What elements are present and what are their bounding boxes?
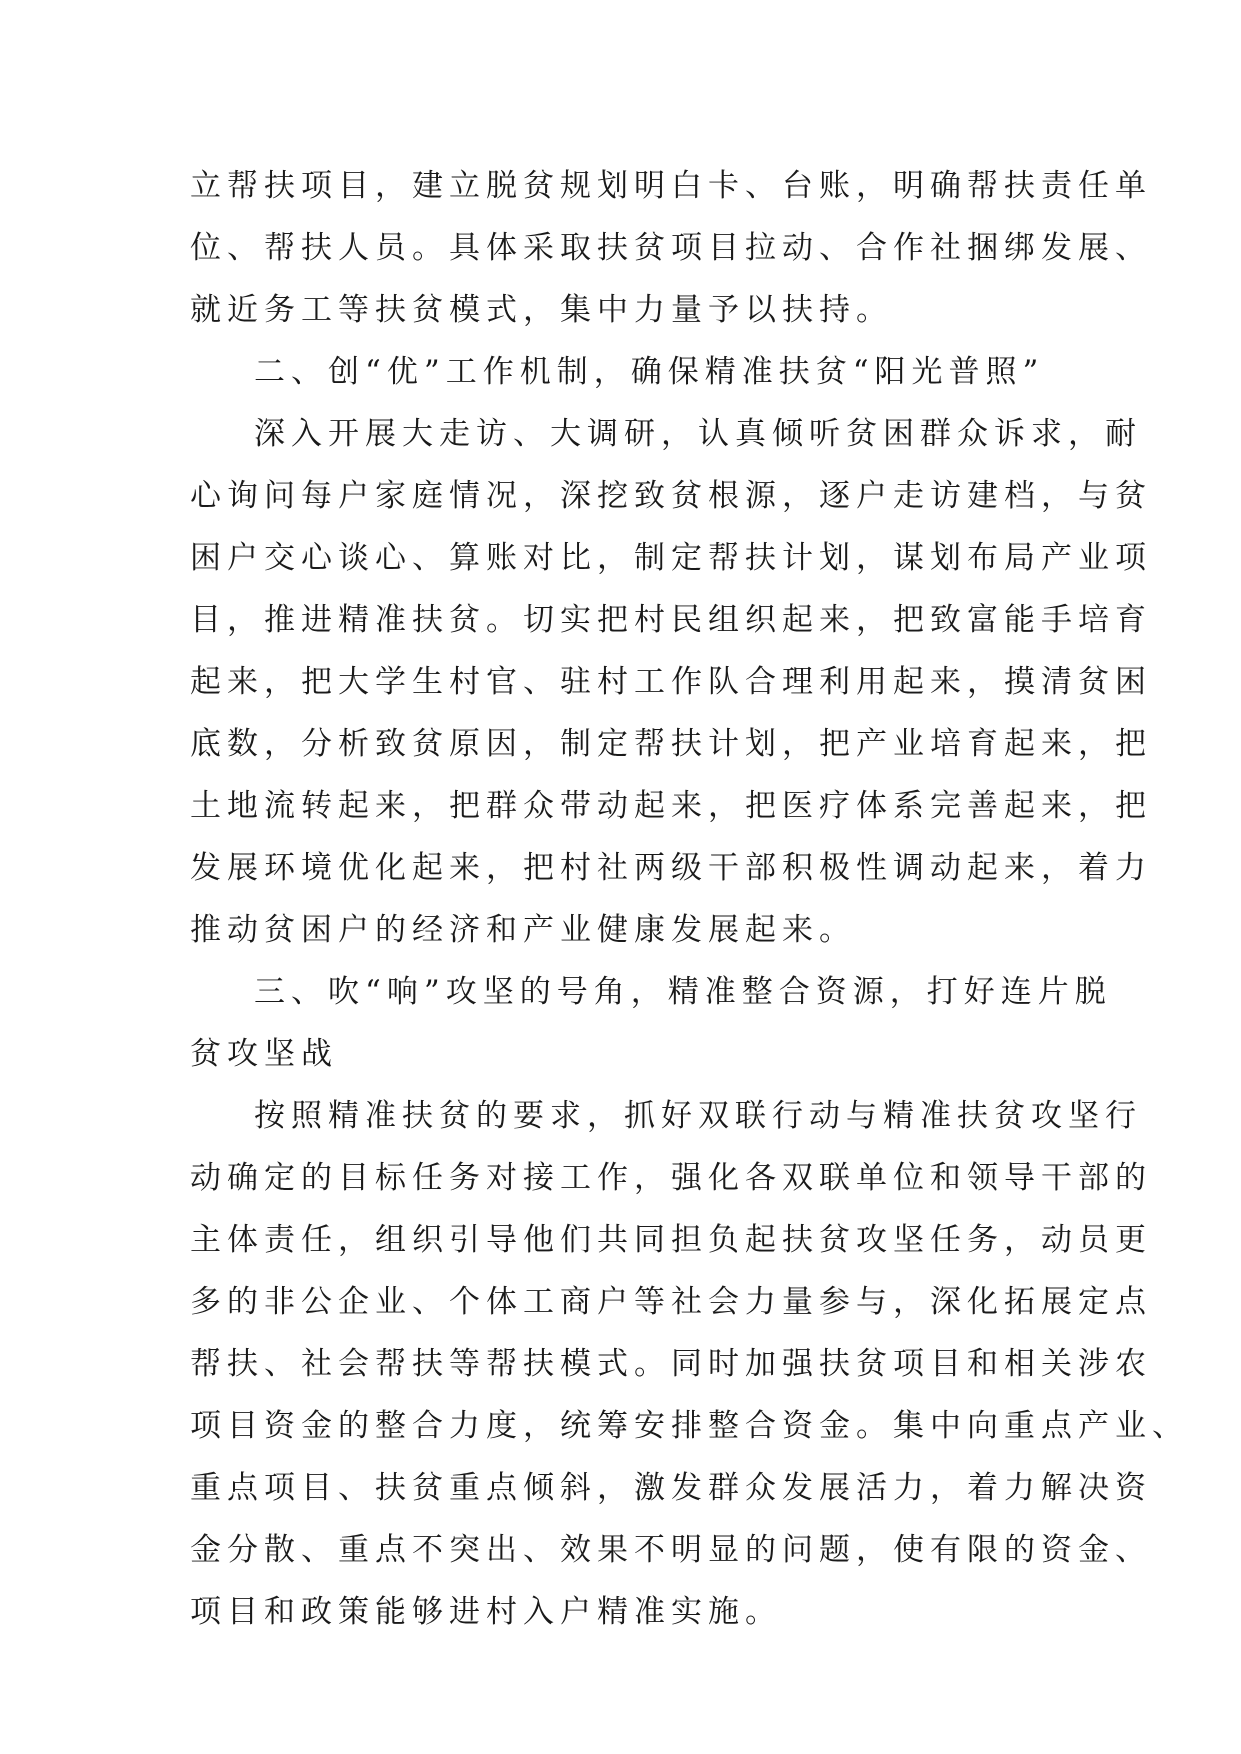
section-heading-continued: 贫攻坚战 — [190, 1036, 338, 1072]
text-line: 主体责任，组织引导他们共同担负起扶贫攻坚任务，动员更 — [190, 1222, 1152, 1258]
text-line: 土地流转起来，把群众带动起来，把医疗体系完善起来，把 — [190, 788, 1152, 824]
text-line: 目，推进精准扶贫。切实把村民组织起来，把致富能手培育 — [190, 602, 1152, 638]
text-line: 推动贫困户的经济和产业健康发展起来。 — [190, 912, 856, 948]
text-line: 发展环境优化起来，把村社两级干部积极性调动起来，着力 — [190, 850, 1152, 886]
section-heading: 二、创“优”工作机制，确保精准扶贫“阳光普照” — [254, 354, 1045, 390]
text-line: 心询问每户家庭情况，深挖致贫根源，逐户走访建档，与贫 — [190, 478, 1152, 514]
text-line: 多的非公企业、个体工商户等社会力量参与，深化拓展定点 — [190, 1284, 1152, 1320]
text-line: 按照精准扶贫的要求，抓好双联行动与精准扶贫攻坚行 — [254, 1098, 1142, 1134]
section-heading: 三、吹“响”攻坚的号角，精准整合资源，打好连片脱 — [254, 974, 1112, 1010]
text-line: 起来，把大学生村官、驻村工作队合理利用起来，摸清贫困 — [190, 664, 1152, 700]
text-line: 重点项目、扶贫重点倾斜，激发群众发展活力，着力解决资 — [190, 1470, 1152, 1506]
text-line: 动确定的目标任务对接工作，强化各双联单位和领导干部的 — [190, 1160, 1152, 1196]
text-line: 帮扶、社会帮扶等帮扶模式。同时加强扶贫项目和相关涉农 — [190, 1346, 1152, 1382]
text-line: 金分散、重点不突出、效果不明显的问题，使有限的资金、 — [190, 1532, 1152, 1568]
text-line: 困户交心谈心、算账对比，制定帮扶计划，谋划布局产业项 — [190, 540, 1152, 576]
text-line: 底数，分析致贫原因，制定帮扶计划，把产业培育起来，把 — [190, 726, 1152, 762]
text-line: 立帮扶项目，建立脱贫规划明白卡、台账，明确帮扶责任单 — [190, 168, 1152, 204]
text-line: 位、帮扶人员。具体采取扶贫项目拉动、合作社捆绑发展、 — [190, 230, 1152, 266]
text-line: 项目资金的整合力度，统筹安排整合资金。集中向重点产业、 — [190, 1408, 1189, 1444]
text-line: 项目和政策能够进村入户精准实施。 — [190, 1594, 782, 1630]
body-text — [190, 155, 1189, 1643]
text-line: 深入开展大走访、大调研，认真倾听贫困群众诉求，耐 — [254, 416, 1142, 452]
text-line: 就近务工等扶贫模式，集中力量予以扶持。 — [190, 292, 893, 328]
